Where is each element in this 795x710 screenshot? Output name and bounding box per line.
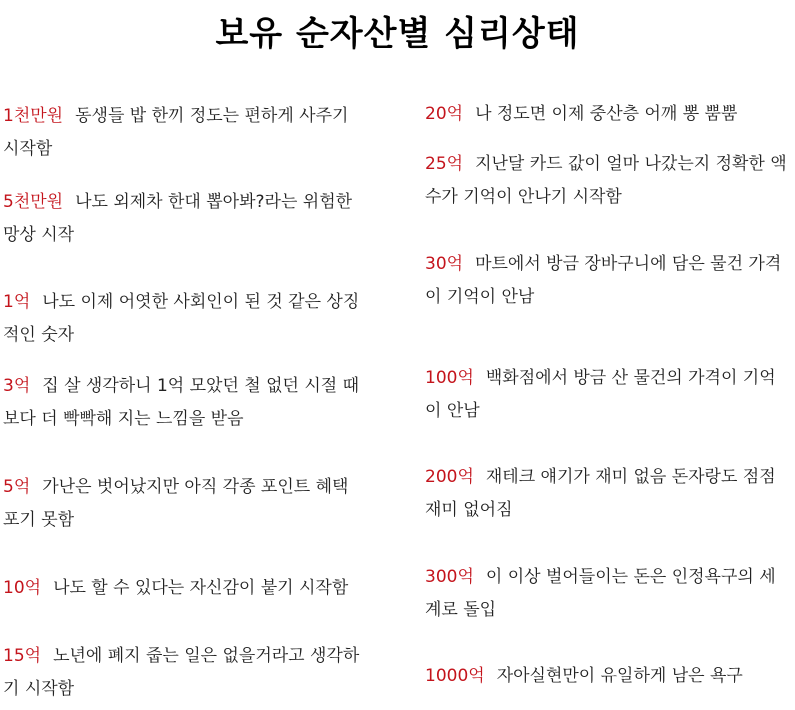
amount-label: 3억	[3, 376, 31, 396]
entry-text-cont: 계로 돌입	[425, 600, 497, 620]
entry-right-0	[425, 98, 737, 131]
entry-text: 나 정도면 이제 중산층 어깨 뽕 뿜뿜	[475, 104, 738, 124]
entry-text-cont: 수가 기억이 안나기 시작함	[425, 187, 622, 207]
entry-right-6	[425, 660, 743, 693]
amount-label: 1000억	[425, 666, 485, 686]
amount-label: 25억	[425, 154, 464, 174]
amount-label: 5천만원	[3, 192, 64, 212]
entry-text: 노년에 폐지 줍는 일은 없을거라고 생각하	[53, 646, 360, 666]
entry-text: 가난은 벗어났지만 아직 각종 포인트 혜택	[42, 477, 349, 497]
amount-label: 100억	[425, 368, 474, 388]
amount-label: 30억	[425, 254, 464, 274]
entry-text: 나도 외제차 한대 뽑아봐?라는 위험한	[75, 192, 353, 212]
entry-right-1	[425, 148, 787, 214]
entry-text-cont: 기 시작함	[3, 679, 75, 699]
entry-left-3	[3, 370, 359, 436]
entry-text-cont: 시작함	[3, 139, 53, 159]
entry-text-cont: 이 안남	[425, 401, 480, 421]
entry-left-1	[3, 186, 352, 252]
entry-right-5	[425, 561, 776, 627]
entry-text: 재테크 얘기가 재미 없음 돈자랑도 점점	[485, 467, 776, 487]
amount-label: 300억	[425, 567, 474, 587]
amount-label: 15억	[3, 646, 42, 666]
entry-left-2	[3, 286, 359, 352]
entry-text-cont: 이 기억이 안남	[425, 287, 535, 307]
entry-left-0	[3, 100, 348, 166]
amount-label: 5억	[3, 477, 31, 497]
entry-text: 나도 이제 어엿한 사회인이 된 것 같은 상징	[42, 292, 360, 312]
entry-text: 나도 할 수 있다는 자신감이 붙기 시작함	[53, 578, 349, 598]
amount-label: 200억	[425, 467, 474, 487]
entry-left-4	[3, 471, 348, 537]
entry-text: 자아실현만이 유일하게 남은 욕구	[496, 666, 743, 686]
entry-text-cont: 망상 시작	[3, 225, 75, 245]
entry-text: 이 이상 벌어들이는 돈은 인정욕구의 세	[485, 567, 776, 587]
entry-left-5	[3, 572, 348, 605]
page-title: 보유 순자산별 심리상태	[215, 14, 580, 54]
amount-label: 10억	[3, 578, 42, 598]
entry-text: 백화점에서 방금 산 물건의 가격이 기억	[485, 368, 776, 388]
amount-label: 20억	[425, 104, 464, 124]
entry-text: 동생들 밥 한끼 정도는 편하게 사주기	[75, 106, 349, 126]
entry-right-2	[425, 248, 781, 314]
entry-right-3	[425, 362, 776, 428]
entry-text: 마트에서 방금 장바구니에 담은 물건 가격	[475, 254, 782, 274]
entry-text-cont: 재미 없어짐	[425, 500, 513, 520]
amount-label: 1천만원	[3, 106, 64, 126]
entry-text-cont: 포기 못함	[3, 510, 75, 530]
entry-text-cont: 적인 숫자	[3, 325, 75, 345]
entry-text-cont: 보다 더 빡빡해 지는 느낌을 받음	[3, 409, 244, 429]
entry-text: 지난달 카드 값이 얼마 나갔는지 정확한 액	[475, 154, 787, 174]
entry-left-6	[3, 640, 359, 706]
amount-label: 1억	[3, 292, 31, 312]
entry-text: 집 살 생각하니 1억 모았던 철 없던 시절 때	[42, 376, 360, 396]
entry-right-4	[425, 461, 776, 527]
